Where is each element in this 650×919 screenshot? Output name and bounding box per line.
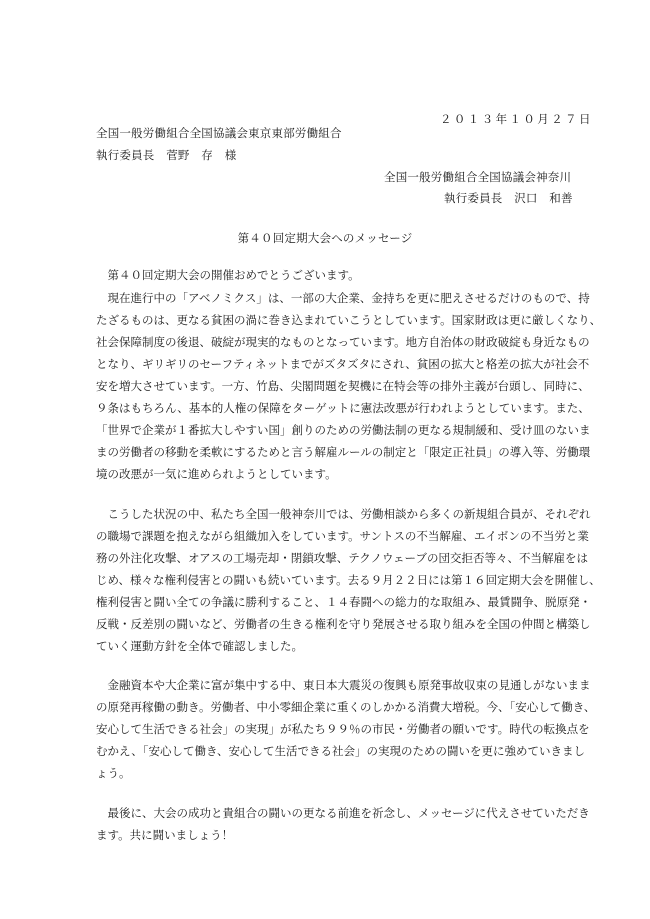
body-line: 安を増大させています。一方、竹島、尖閣問題を契機に在特会等の排外主義が台頭し、同時に、 [96, 379, 590, 393]
recipient-organization: 全国一般労働組合全国協議会東京東部労働組合 [96, 126, 342, 140]
body-line: となり、ギリギリのセーフティネットまでがズタズタにされ、貧困の拡大と格差の拡大が社会不 [96, 357, 590, 371]
body-line: ９条はもちろん、基本的人権の保障をターゲットに憲法改悪が行われようとしています。また、 [96, 401, 590, 415]
body-line: 務の外注化攻撃、オアスの工場売却・閉鎖攻撃、テクノウェーブの団交拒否等々、不当解雇をは [96, 551, 588, 565]
body-line: 第４０回定期大会の開催おめでとうございます。 [96, 268, 360, 282]
sender-name: 執行委員長 沢口 和善 [444, 191, 573, 205]
body-line: じめ、様々な権利侵害との闘いも続いています。去る９月２２日には第１６回定期大会を開催し、 [96, 573, 601, 587]
body-line: 社会保障制度の後退、破綻が現実的なものとなっています。地方自治体の財政破綻も身近なもの [96, 335, 590, 349]
body-line: の原発再稼働の動き。労働者、中小零細企業に重くのしかかる消費大増税。今、「安心して働き、 [96, 700, 596, 714]
body-line: まの労働者の移動を柔軟にするためと言う解雇ルールの制定と「限定正社員」の導入等、労働環 [96, 445, 591, 459]
body-line: 最後に、大会の成功と貴組合の闘いの更なる前進を祈念し、メッセージに代えさせていただき [96, 806, 590, 820]
body-line: こうした状況の中、私たち全国一般神奈川では、労働相談から多くの新規組合員が、それぞれ [96, 507, 591, 521]
body-line: 安心して生活できる社会」の実現」が私たち９９％の市民・労働者の願いです。時代の転換点を [96, 722, 590, 736]
body-line: の職場で課題を抱えながら組織加入をしています。サントスの不当解雇、エイボンの不当労と業 [96, 529, 589, 543]
body-line: 金融資本や大企業に富が集中する中、東日本大震災の復興も原発事故収束の見通しがないまま [96, 678, 591, 692]
body-line: 権利侵害と闘い全ての争議に勝利すること、１４春闘への総力的な取組み、最賃闘争、脱原発・ [96, 595, 592, 609]
sender-organization: 全国一般労働組合全国協議会神奈川 [384, 170, 572, 184]
body-line: ょう。 [96, 766, 131, 780]
body-line: 境の改悪が一気に進められようとしています。 [96, 467, 337, 481]
body-line: ます。共に闘いましょう！ [96, 828, 234, 842]
body-line: 現在進行中の「アベノミクス」は、一部の大企業、金持ちを更に肥えさせるだけのもので、持 [96, 291, 590, 305]
recipient-name: 執行委員長 菅野 存 様 [96, 148, 237, 162]
body-line: たざるものは、更なる貧困の渦に巻き込まれていこうとしています。国家財政は更に厳しくなり、 [96, 313, 602, 327]
letter-date: ２０１３年１０月２７日 [440, 112, 593, 126]
body-line: 「世界で企業が１番拡大しやすい国」創りのための労働法制の更なる規制緩和、受け皿のないま [96, 423, 591, 437]
body-line: むかえ、「安心して働き、安心して生活できる社会」の実現のための闘いを更に強めていきまし [96, 744, 585, 758]
body-line: ていく運動方針を全体で確認しました。 [96, 639, 303, 653]
letter-title: 第４０回定期大会へのメッセージ [237, 231, 413, 245]
body-line: 反戦・反差別の闘いなど、労働者の生きる権利を守り発展させる取り組みを全国の仲間と構築し [96, 617, 591, 631]
